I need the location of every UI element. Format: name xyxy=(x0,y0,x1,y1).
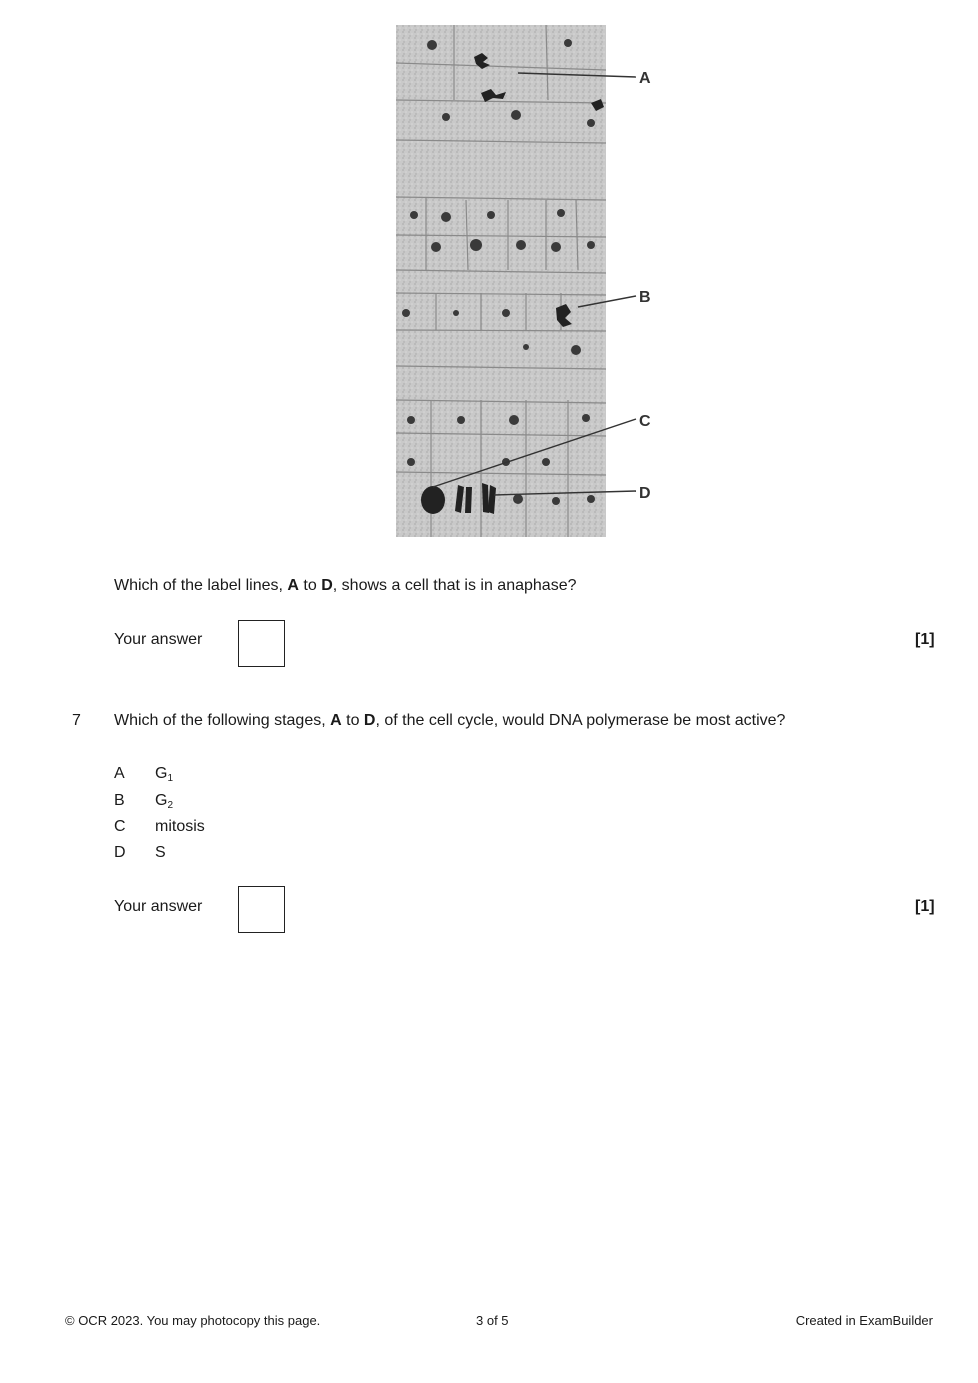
question7-prompt-pre: Which of the following stages, xyxy=(114,712,331,729)
option-c-text: mitosis xyxy=(155,818,205,835)
question6-answer-box[interactable] xyxy=(238,620,285,667)
question6-marks: [1] xyxy=(915,631,935,648)
figure-label-c: C xyxy=(639,413,651,430)
question6-prompt xyxy=(114,576,576,596)
question6-prompt-post: , shows a cell that is in anaphase? xyxy=(332,577,577,594)
footer-copyright: © OCR 2023. You may photocopy this page. xyxy=(65,1313,321,1328)
question7-answer-label: Your answer xyxy=(114,898,203,915)
option-a-letter: A xyxy=(114,765,125,782)
option-d-text: S xyxy=(155,844,166,861)
question7-from: A xyxy=(330,712,342,729)
question7-prompt xyxy=(114,711,785,731)
option-c-letter: C xyxy=(114,818,126,835)
figure-label-b: B xyxy=(639,289,651,306)
footer-created: Created in ExamBuilder xyxy=(795,1313,933,1328)
option-a-text xyxy=(155,765,173,784)
question6-to: D xyxy=(321,577,333,594)
question7-mid: to xyxy=(341,712,364,729)
root-tip-micrograph xyxy=(396,25,606,537)
question6-from: A xyxy=(287,577,299,594)
footer-page-number: 3 of 5 xyxy=(476,1313,509,1328)
question7-prompt-post: , of the cell cycle, would DNA polymerase be most active? xyxy=(375,712,786,729)
question7-marks: [1] xyxy=(915,898,935,915)
question7-to: D xyxy=(363,712,376,729)
question6-mid: to xyxy=(298,577,322,594)
option-b-main: G xyxy=(155,792,168,809)
figure-label-a: A xyxy=(639,70,651,87)
option-d-letter: D xyxy=(114,844,126,861)
question6-answer-label: Your answer xyxy=(114,631,203,648)
option-b-letter: B xyxy=(114,792,125,809)
option-a-main: G xyxy=(155,765,168,782)
figure-label-d: D xyxy=(639,485,651,502)
question7-number: 7 xyxy=(72,712,81,729)
option-b-subscript: 2 xyxy=(167,800,174,811)
question6-prompt-pre: Which of the label lines, xyxy=(114,577,288,594)
question7-answer-box[interactable] xyxy=(238,886,285,933)
option-a-subscript: 1 xyxy=(167,773,174,784)
option-b-text xyxy=(155,792,173,811)
